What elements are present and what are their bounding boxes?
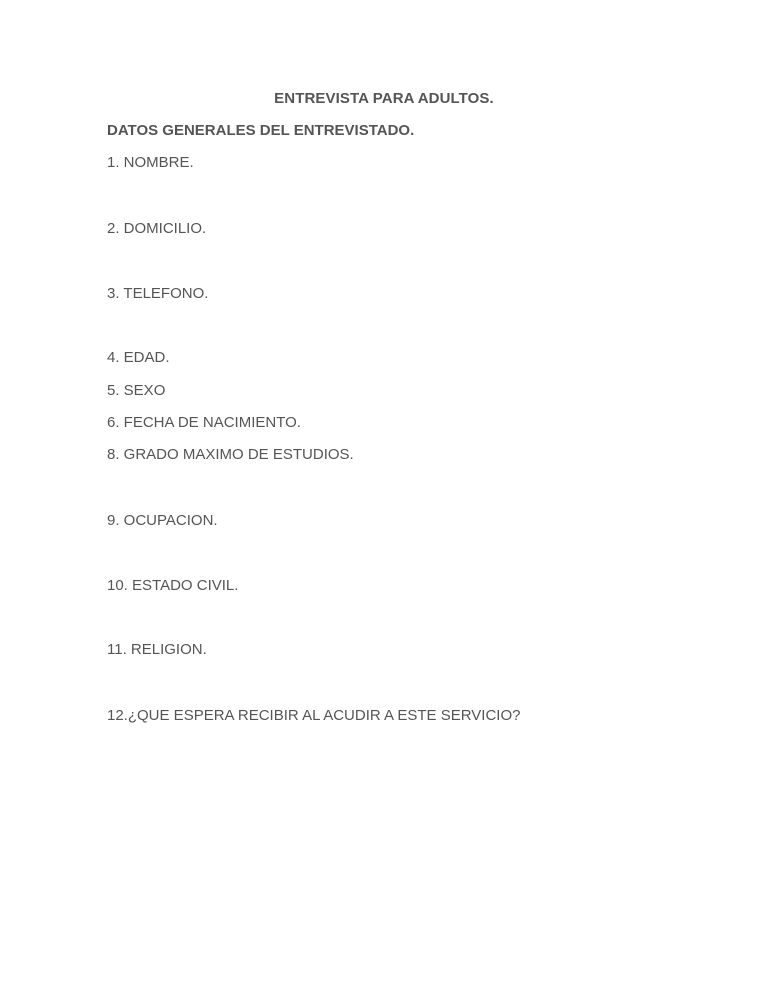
field-fecha-nacimiento: 6. FECHA DE NACIMIENTO. [107,414,301,431]
document-title: ENTREVISTA PARA ADULTOS. [274,90,494,107]
field-ocupacion: 9. OCUPACION. [107,512,218,529]
field-sexo: 5. SEXO [107,382,166,399]
field-expectativa-servicio: 12.¿QUE ESPERA RECIBIR AL ACUDIR A ESTE SERVICIO? [107,707,521,724]
field-telefono: 3. TELEFONO. [107,285,209,302]
field-grado-estudios: 8. GRADO MAXIMO DE ESTUDIOS. [107,446,354,463]
field-religion: 11. RELIGION. [107,641,207,658]
section-heading: DATOS GENERALES DEL ENTREVISTADO. [107,122,415,139]
field-edad: 4. EDAD. [107,349,170,366]
field-domicilio: 2. DOMICILIO. [107,220,207,237]
field-nombre: 1. NOMBRE. [107,154,194,171]
field-estado-civil: 10. ESTADO CIVIL. [107,577,239,594]
